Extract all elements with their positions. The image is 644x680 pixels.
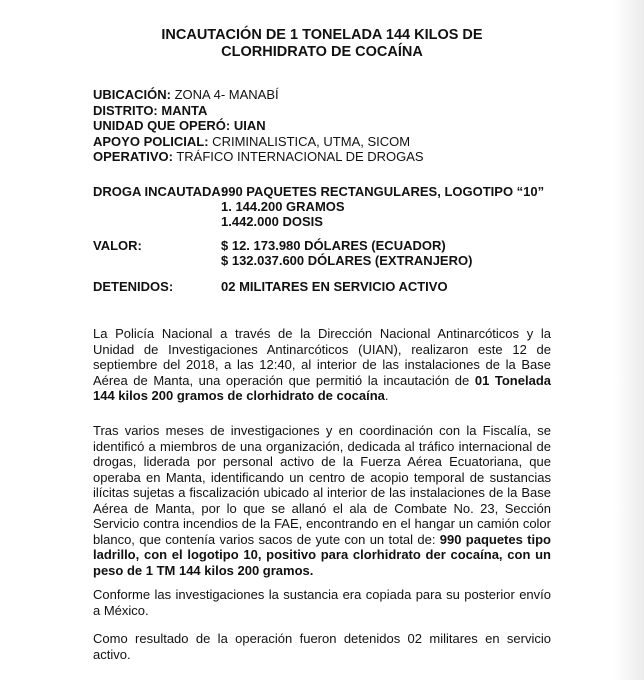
- meta-row-distrito: [93, 103, 424, 119]
- fact-value: 990 PAQUETES RECTANGULARES, LOGOTIPO “10”: [221, 184, 545, 199]
- page-edge-shadow: [614, 0, 644, 680]
- fact-label: DROGA INCAUTADA:: [93, 184, 226, 199]
- meta-label: DISTRITO:: [93, 102, 158, 118]
- meta-row-operativo: [93, 149, 424, 165]
- paragraph-1: [93, 326, 551, 404]
- fact-label: DETENIDOS:: [93, 279, 174, 294]
- meta-row-apoyo: [93, 134, 424, 150]
- meta-value: MANTA: [157, 102, 208, 118]
- paragraph-text: Como resultado de la operación fueron detenidos 02 militares en servicio activo.: [93, 631, 551, 662]
- meta-label: UBICACIÓN:: [93, 87, 171, 102]
- fact-value: 1.442.000 DOSIS: [221, 214, 323, 229]
- operation-details: [93, 87, 424, 165]
- title-line-1: INCAUTACIÓN DE 1 TONELADA 144 KILOS DE: [161, 27, 483, 43]
- document-title: [0, 27, 644, 61]
- title-line-2: CLORHIDRATO DE COCAÍNA: [221, 44, 423, 60]
- paragraph-bold: 990 paquetes tipo ladrillo, con el logotipo 10, positivo para clorhidrato der cocaína, con un peso de 1 TM 144 kilos 200 gramos.: [93, 531, 551, 578]
- meta-label: APOYO POLICIAL:: [93, 133, 209, 149]
- meta-label: OPERATIVO:: [93, 149, 173, 164]
- paragraph-text: La Policía Nacional a través de la Dirección Nacional Antinarcóticos y la Unidad de Investigaciones Antinarcóticos (UIAN), realizaron este 12 de septiembre del 2018, a las 12:40, al interior de las instalaciones de la Base Aérea de Manta, una operación que permitió la incautación de: [93, 326, 551, 388]
- meta-value: CRIMINALISTICA, UTMA, SICOM: [208, 133, 411, 149]
- paragraph-bold: 01 Tonelada 144 kilos 200 gramos de clorhidrato de cocaína: [93, 372, 551, 403]
- meta-value: TRÁFICO INTERNACIONAL DE DROGAS: [172, 149, 424, 164]
- meta-value: ZONA 4- MANABÍ: [171, 87, 279, 102]
- meta-row-ubicacion: [93, 87, 424, 103]
- fact-value: 1. 144.200 GRAMOS: [221, 199, 345, 214]
- paragraph-2: [93, 423, 551, 578]
- meta-value: UIAN: [230, 118, 266, 133]
- meta-row-unidad: [93, 118, 424, 134]
- meta-label: UNIDAD QUE OPERÓ:: [93, 118, 231, 133]
- paragraph-text: .: [384, 388, 389, 403]
- fact-value: $ 132.037.600 DÓLARES (EXTRANJERO): [221, 253, 473, 268]
- paragraph-text: Tras varios meses de investigaciones y en coordinación con la Fiscalía, se identificó a miembros de una organización, dedicada al tráfico internacional de drogas, liderada por personal activo de la Fuerza Aérea Ecuatoriana, que operaba en Manta, identificando un centro de acopio temporal de sustancias ilícitas sujetas a fiscalización ubicado al interior de las instalaciones de la Base Aérea de Manta, por lo que se allanó el ala de Combate No. 23, Sección Servicio contra incendios de la FAE, encontrando en el hangar un camión color blanco, que contenía varios sacos de yute con un total de:: [93, 423, 551, 547]
- paragraph-text: Conforme las investigaciones la sustancia era copiada para su posterior envío a México.: [93, 587, 551, 618]
- fact-value: $ 12. 173.980 DÓLARES (ECUADOR): [221, 238, 446, 253]
- paragraph-3: [93, 587, 551, 618]
- paragraph-4: [93, 631, 551, 662]
- fact-label: VALOR:: [93, 238, 142, 253]
- fact-value: 02 MILITARES EN SERVICIO ACTIVO: [221, 279, 448, 294]
